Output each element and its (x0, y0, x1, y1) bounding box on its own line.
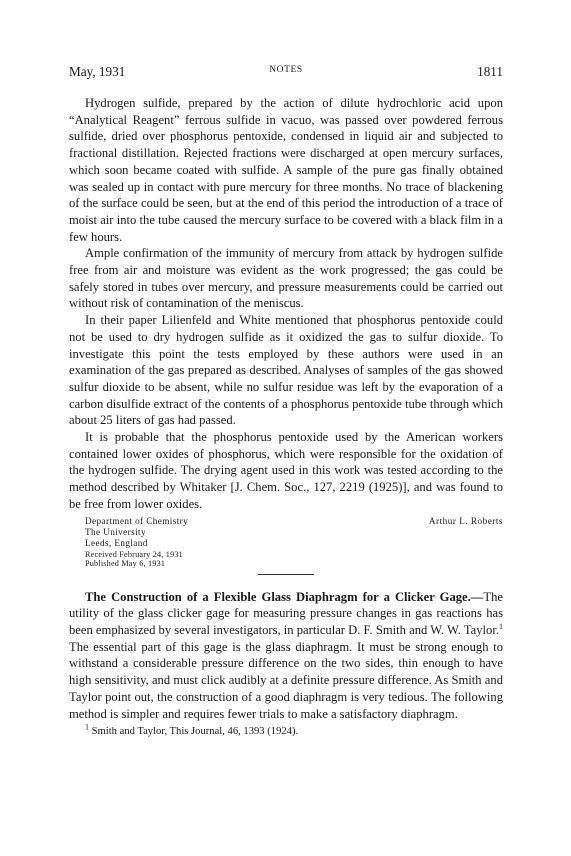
received-date: Received February 24, 1931 (85, 549, 183, 559)
body-paragraph-2: Ample confirmation of the immunity of mercury from attack by hydrogen sulfide free from air and moisture was evident as the work progressed; the gas could be safely stored in tubes over mercury, and pressure measurements could be carried out without risk of contamination of the meniscus. (69, 246, 503, 311)
footnote (85, 722, 503, 738)
body-paragraph-4: It is probable that the phosphorus pentoxide used by the American workers contained lower oxides of phosphorus, which were responsible for the oxidation of the hydrogen sulfide. The drying agent used in this work was tested according to the method described by Whitaker [J. Chem. Soc., 127, 2219 (1925)], and was found to be free from lower oxides. (69, 430, 503, 511)
university: The University (85, 526, 146, 537)
note-body: The utility of the glass clicker gage for measuring pressure changes in gas reactions has been emphasized by several investigators, in particular D. F. Smith and W. W. Taylor. (69, 589, 503, 637)
author-affiliation (69, 516, 503, 574)
affiliation-address (85, 516, 188, 569)
body-paragraph-1: Hydrogen sulfide, prepared by the action of dilute hydrochloric acid upon “Analytical Reagent” ferrous sulfide in vacuo, was passed over powdered ferrous sulfide, dried over phosphorus pentoxide, condensed in liquid air and subjected to fractional distillation. Rejected fractions were discharged at open mercury surfaces, which soon became coated with sulfide. A sample of the pure gas finally obtained was sealed up in contact with pure mercury for three months. No trace of blackening of the surface could be seen, but at the end of this period the introduction of a trace of moist air into the tube caused the mercury surface to be covered with a black film in a few hours. (69, 96, 503, 244)
published-date: Published May 6, 1931 (85, 559, 166, 569)
department: Department of Chemistry (85, 515, 189, 526)
author-name: Arthur L. Roberts (428, 515, 503, 526)
issue-date: May, 1931 (69, 64, 126, 79)
note-title: The Construction of a Flexible Glass Diaphragm for a Clicker Gage.— (85, 589, 484, 604)
footnote-reference: 1 (499, 621, 503, 631)
city: Leeds, England (85, 538, 148, 549)
section-title: NOTES (269, 65, 303, 75)
body-paragraph-3: In their paper Lilienfeld and White mentioned that phosphorus pentoxide could not be used to dry hydrogen sulfide as it oxidized the gas to sulfur dioxide. To investigate this point the tests employed by these authors were used in an examination of the gas prepared as described. Analyses of samples of the gas showed sulfur dioxide to be absent, while no sulfur residue was left by the evaporation of a carbon disulfide extract of the contents of a phosphorus pentoxide tube through which about 25 liters of gas had passed. (69, 313, 503, 428)
footnote-marker: 1 (85, 722, 89, 732)
footnote-text: Smith and Taylor, This Journal, 46, 1393 (1924). (91, 726, 299, 738)
journal-page (69, 64, 503, 738)
note-paragraph (69, 589, 503, 723)
page-number: 1811 (477, 64, 503, 79)
note-body-continued: The essential part of this gage is the glass diaphragm. It must be strong enough to withstand a considerable pressure difference on the two sides, thin enough to have high sensitivity, and must click audibly at a definite pressure difference. As Smith and Taylor point out, the construction of a good diaphragm is very tedious. The following method is simpler and requires fewer trials to make a satisfactory diaphragm. (69, 639, 503, 721)
section-divider (258, 574, 314, 575)
running-head (69, 64, 503, 84)
